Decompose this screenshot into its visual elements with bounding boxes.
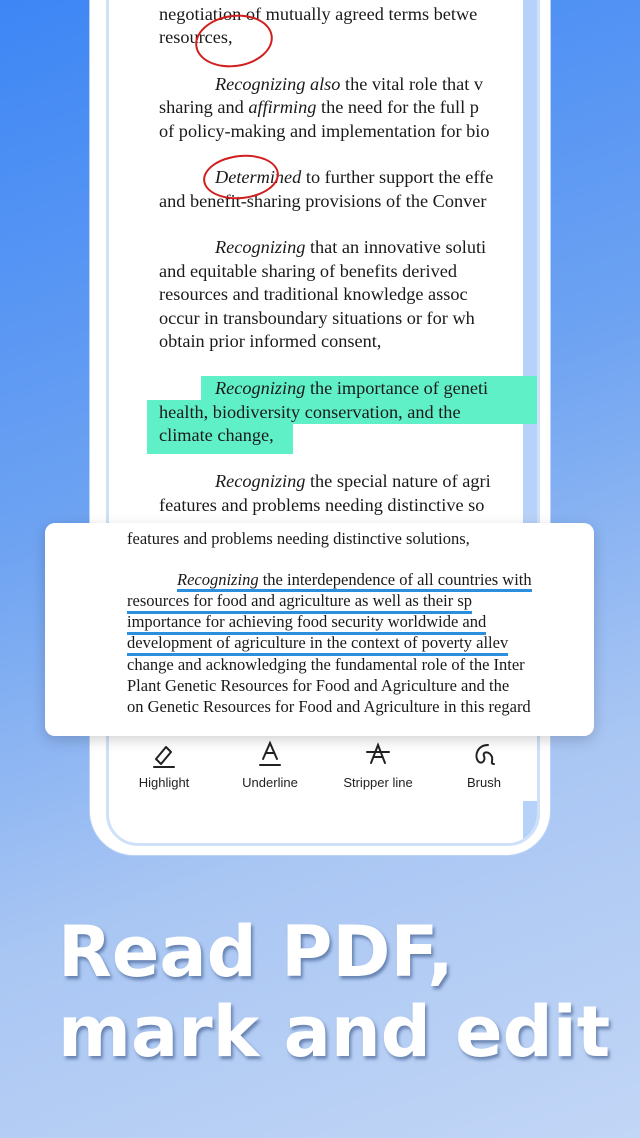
doc-line: features and problems needing distinctive so	[159, 495, 485, 515]
preview-line-underlined[interactable]: importance for achieving food security worldwide and	[127, 611, 486, 635]
doc-line: occur in transboundary situations or for wh	[159, 308, 475, 328]
doc-line-highlighted[interactable]: climate change,	[159, 425, 274, 445]
doc-line-highlighted[interactable]: health, biodiversity conservation, and the	[159, 402, 461, 422]
strike-label: Stripper line	[343, 775, 413, 790]
doc-line: sharing and affirming the need for the full p	[159, 97, 479, 117]
underline-icon	[215, 737, 325, 771]
doc-line: Recognizing the special nature of agri	[215, 471, 491, 491]
doc-line: resources,	[159, 27, 233, 47]
doc-line: Recognizing that an innovative soluti	[215, 237, 487, 257]
brush-tool[interactable]	[429, 731, 539, 790]
doc-line: Determined to further support the effe	[215, 167, 494, 187]
preview-line-underlined[interactable]: resources for food and agriculture as well as their sp	[127, 590, 472, 614]
underline-label: Underline	[242, 775, 298, 790]
doc-line: resources and traditional knowledge assoc	[159, 284, 468, 304]
underline-tool[interactable]	[215, 731, 325, 790]
highlight-icon	[109, 737, 219, 771]
brush-label: Brush	[467, 775, 501, 790]
headline-line-1: Read PDF,	[58, 911, 454, 993]
highlight-tool[interactable]	[109, 731, 219, 790]
doc-line: obtain prior informed consent,	[159, 331, 382, 351]
doc-line-highlighted[interactable]: Recognizing the importance of geneti	[215, 378, 489, 398]
highlight-label: Highlight	[138, 775, 190, 790]
brush-icon	[429, 737, 539, 771]
preview-line: change and acknowledging the fundamental role of the Inter	[127, 655, 525, 674]
preview-line: Recognizing the interdependence of all countries with	[177, 569, 532, 590]
preview-line-underlined[interactable]: development of agriculture in the context of poverty allev	[127, 632, 508, 656]
headline-line-2: mark and edit	[58, 991, 611, 1073]
doc-line: negotiation of mutually agreed terms betwe	[159, 4, 478, 24]
annotation-toolbar	[109, 731, 537, 801]
strikethrough-icon	[323, 737, 433, 771]
doc-line: and benefit-sharing provisions of the Conver	[159, 191, 487, 211]
preview-line: features and problems needing distinctive solutions,	[127, 529, 470, 548]
zoom-preview-card	[45, 523, 594, 736]
preview-line: on Genetic Resources for Food and Agriculture in this regard	[127, 697, 531, 716]
preview-line: Plant Genetic Resources for Food and Agriculture and the	[127, 676, 510, 695]
doc-line: of policy-making and implementation for bio	[159, 121, 490, 141]
strike-tool[interactable]	[323, 731, 433, 790]
promo-headline	[58, 912, 628, 1072]
doc-line: and equitable sharing of benefits derived	[159, 261, 457, 281]
doc-line: Recognizing also the vital role that v	[215, 74, 484, 94]
